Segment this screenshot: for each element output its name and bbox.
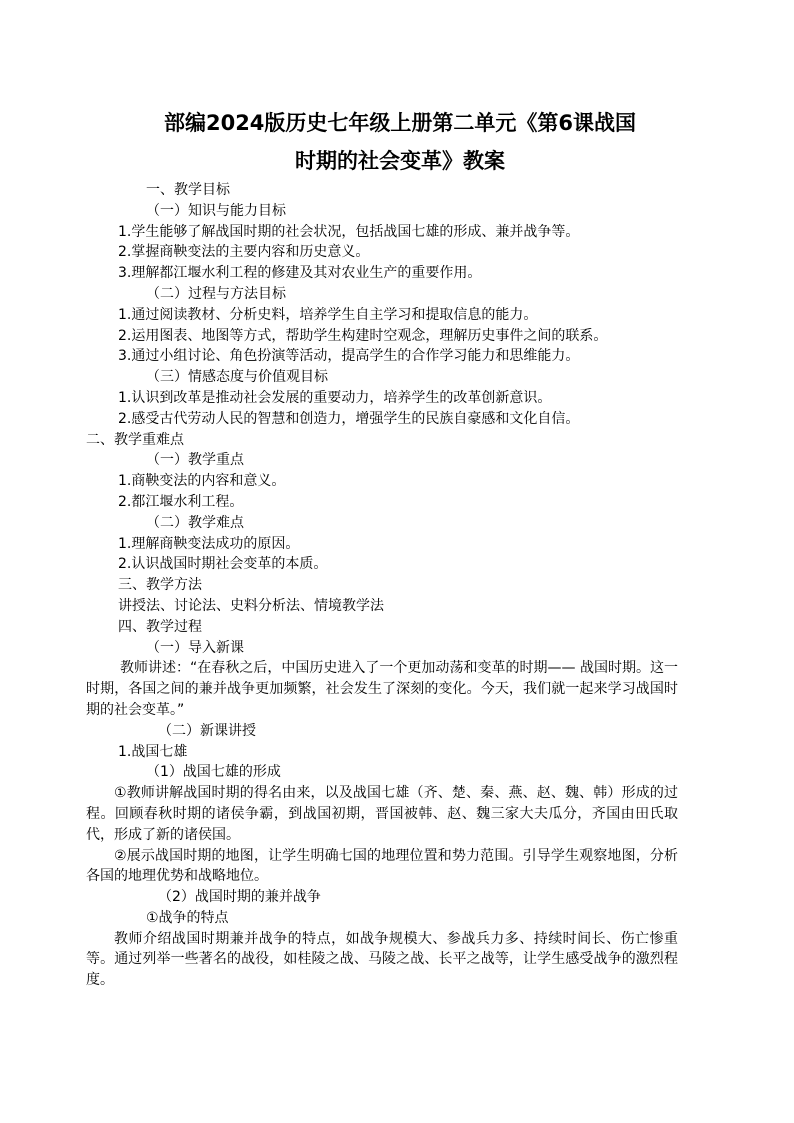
subsection-heading: （2）战国时期的兼并战争 bbox=[158, 889, 321, 906]
subsection-heading: （一）导入新课 bbox=[146, 639, 244, 656]
document-title bbox=[100, 104, 700, 180]
subsection-heading: （一）教学重点 bbox=[146, 452, 244, 469]
title-line-1: 部编2024版历史七年级上册第二单元《第6课战国 bbox=[163, 111, 637, 135]
document-body bbox=[86, 180, 678, 991]
list-item: 2.感受古代劳动人民的智慧和创造力，增强学生的民族自豪感和文化自信。 bbox=[118, 410, 580, 427]
subsection-heading: （二）教学难点 bbox=[146, 514, 244, 531]
section-heading: 四、教学过程 bbox=[118, 618, 202, 635]
paragraph: ①教师讲解战国时期的得名由来，以及战国七雄（齐、楚、秦、燕、赵、魏、韩）形成的过程。回顾春秋时期的诸侯争霸，到战国初期，晋国被韩、赵、魏三家大夫瓜分，齐国由田氏取代，形成了新的诸侯国。 bbox=[86, 785, 678, 843]
list-item: 3.理解都江堰水利工程的修建及其对农业生产的重要作用。 bbox=[118, 265, 482, 282]
section-heading: 一、教学目标 bbox=[146, 182, 230, 198]
title-line-2: 时期的社会变革》教案 bbox=[295, 149, 505, 173]
list-item: 2.都江堰水利工程。 bbox=[118, 493, 244, 510]
paragraph: ②展示战国时期的地图，让学生明确七国的地理位置和势力范围。引导学生观察地图，分析各国的地理优势和战略地位。 bbox=[86, 847, 678, 885]
list-item: 1.学生能够了解战国时期的社会状况，包括战国七雄的形成、兼并战争等。 bbox=[118, 223, 580, 240]
paragraph: 讲授法、讨论法、史料分析法、情境教学法 bbox=[118, 597, 384, 614]
list-item: 3.通过小组讨论、角色扮演等活动，提高学生的合作学习能力和思维能力。 bbox=[118, 348, 580, 365]
subsection-heading: （一）知识与能力目标 bbox=[146, 202, 286, 219]
paragraph: 教师介绍战国时期兼并战争的特点，如战争规模大、参战兵力多、持续时间长、伤亡惨重等。通过列举一些著名的战役，如桂陵之战、马陵之战、长平之战等，让学生感受战争的激烈程度。 bbox=[86, 930, 678, 989]
list-item: 2.认识战国时期社会变革的本质。 bbox=[118, 556, 328, 573]
list-item: 1.战国七雄 bbox=[118, 743, 188, 760]
list-item: 1.理解商鞅变法成功的原因。 bbox=[118, 535, 300, 552]
list-item: 1.商鞅变法的内容和意义。 bbox=[118, 473, 286, 490]
list-item: 1.认识到改革是推动社会发展的重要动力，培养学生的改革创新意识。 bbox=[118, 389, 552, 406]
section-heading: 二、教学重难点 bbox=[86, 431, 184, 448]
list-item: ①战争的特点 bbox=[146, 909, 229, 926]
list-item: 2.运用图表、地图等方式，帮助学生构建时空观念，理解历史事件之间的联系。 bbox=[118, 327, 608, 344]
section-heading: 三、教学方法 bbox=[118, 577, 202, 594]
subsection-heading: （二）新课讲授 bbox=[158, 722, 256, 739]
subsection-heading: （三）情感态度与价值观目标 bbox=[146, 369, 328, 386]
list-item: 1.通过阅读教材、分析史料，培养学生自主学习和提取信息的能力。 bbox=[118, 306, 538, 323]
paragraph: 教师讲述：“在春秋之后，中国历史进入了一个更加动荡和变革的时期—— 战国时期。这一时期，各国之间的兼并战争更加频繁，社会发生了深刻的变化。今天，我们就一起来学习战国时期的社会变革。” bbox=[86, 660, 678, 718]
subsection-heading: （二）过程与方法目标 bbox=[146, 285, 286, 302]
subsection-heading: （1）战国七雄的形成 bbox=[146, 764, 281, 781]
list-item: 2.掌握商鞅变法的主要内容和历史意义。 bbox=[118, 244, 370, 261]
